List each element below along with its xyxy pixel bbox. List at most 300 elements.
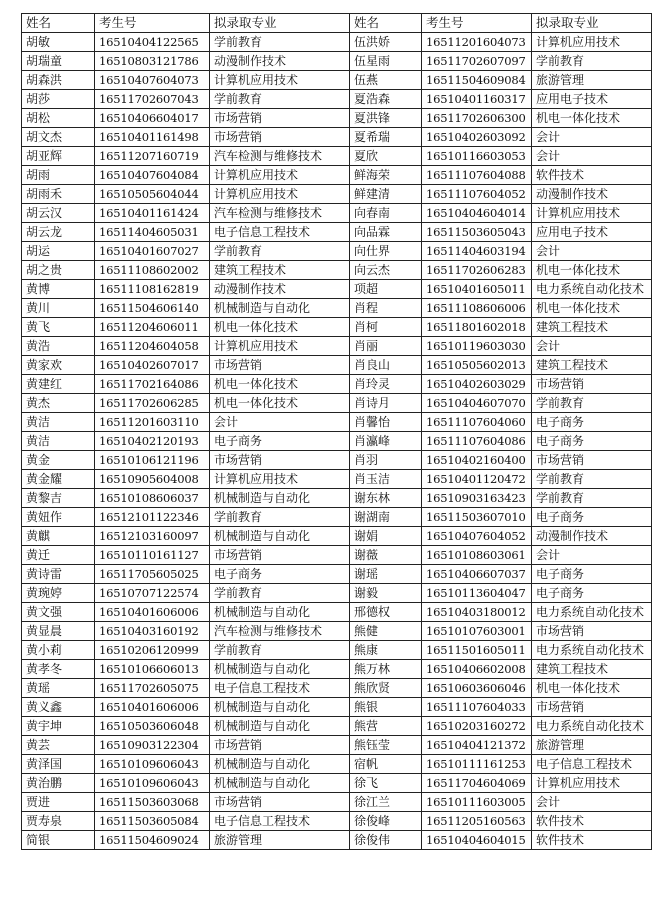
- cell-name-right: 伍星雨: [350, 52, 422, 71]
- cell-exam-id-left: 16510401161498: [95, 128, 210, 147]
- cell-exam-id-left: 16511108162819: [95, 280, 210, 299]
- cell-major-right: 市场营销: [532, 375, 652, 394]
- cell-major-right: 机电一体化技术: [532, 261, 652, 280]
- header-exam-id-left: 考生号: [95, 14, 210, 33]
- cell-name-left: 黄妞作: [22, 508, 95, 527]
- table-row: [22, 698, 652, 717]
- cell-major-left: 机械制造与自动化: [210, 717, 350, 736]
- cell-exam-id-left: 16511504609024: [95, 831, 210, 850]
- cell-name-right: 向仕界: [350, 242, 422, 261]
- cell-name-left: 黄金耀: [22, 470, 95, 489]
- table-row: [22, 489, 652, 508]
- cell-name-right: 肖良山: [350, 356, 422, 375]
- cell-exam-id-right: 16511503605043: [422, 223, 532, 242]
- cell-major-right: 电子商务: [532, 584, 652, 603]
- cell-name-left: 胡敏: [22, 33, 95, 52]
- table-row: [22, 774, 652, 793]
- cell-exam-id-left: 16510505604044: [95, 185, 210, 204]
- cell-exam-id-right: 16510505602013: [422, 356, 532, 375]
- cell-exam-id-right: 16511108606006: [422, 299, 532, 318]
- table-row: [22, 204, 652, 223]
- cell-exam-id-left: 16512101122346: [95, 508, 210, 527]
- cell-major-left: 电子信息工程技术: [210, 223, 350, 242]
- cell-exam-id-right: 16510401605011: [422, 280, 532, 299]
- cell-major-left: 机电一体化技术: [210, 394, 350, 413]
- cell-name-right: 谢湖南: [350, 508, 422, 527]
- cell-major-left: 机电一体化技术: [210, 375, 350, 394]
- cell-exam-id-left: 16511404605031: [95, 223, 210, 242]
- cell-exam-id-left: 16510109606043: [95, 774, 210, 793]
- table-row: [22, 337, 652, 356]
- cell-name-left: 胡文杰: [22, 128, 95, 147]
- cell-exam-id-right: 16511503607010: [422, 508, 532, 527]
- cell-name-right: 熊营: [350, 717, 422, 736]
- cell-name-right: 熊万林: [350, 660, 422, 679]
- cell-major-left: 市场营销: [210, 109, 350, 128]
- cell-exam-id-right: 16510111603005: [422, 793, 532, 812]
- cell-name-right: 熊银: [350, 698, 422, 717]
- cell-exam-id-left: 16510106606013: [95, 660, 210, 679]
- cell-name-right: 徐俊峰: [350, 812, 422, 831]
- cell-major-left: 学前教育: [210, 641, 350, 660]
- cell-major-right: 电子商务: [532, 432, 652, 451]
- cell-exam-id-left: 16510905604008: [95, 470, 210, 489]
- cell-major-right: 会计: [532, 793, 652, 812]
- cell-major-left: 电子商务: [210, 565, 350, 584]
- cell-major-right: 建筑工程技术: [532, 356, 652, 375]
- header-name-left: 姓名: [22, 14, 95, 33]
- cell-exam-id-right: 16510407604052: [422, 527, 532, 546]
- cell-major-right: 会计: [532, 546, 652, 565]
- table-row: [22, 413, 652, 432]
- cell-exam-id-left: 16510402120193: [95, 432, 210, 451]
- cell-exam-id-left: 16511503603068: [95, 793, 210, 812]
- table-row: [22, 356, 652, 375]
- cell-major-left: 计算机应用技术: [210, 185, 350, 204]
- cell-exam-id-right: 16510402160400: [422, 451, 532, 470]
- cell-name-left: 胡莎: [22, 90, 95, 109]
- table-row: [22, 242, 652, 261]
- cell-name-right: 谢薇: [350, 546, 422, 565]
- table-body: [22, 33, 652, 850]
- cell-exam-id-right: 16511501605011: [422, 641, 532, 660]
- cell-name-left: 黄博: [22, 280, 95, 299]
- cell-name-right: 鲜建清: [350, 185, 422, 204]
- cell-major-right: 市场营销: [532, 622, 652, 641]
- cell-major-right: 机电一体化技术: [532, 109, 652, 128]
- cell-major-right: 学前教育: [532, 489, 652, 508]
- cell-name-left: 黄金: [22, 451, 95, 470]
- table-row: [22, 52, 652, 71]
- cell-exam-id-right: 16510401120472: [422, 470, 532, 489]
- cell-name-right: 肖柯: [350, 318, 422, 337]
- cell-major-left: 计算机应用技术: [210, 337, 350, 356]
- cell-name-right: 夏洪锋: [350, 109, 422, 128]
- cell-exam-id-left: 16511204604058: [95, 337, 210, 356]
- cell-name-left: 胡松: [22, 109, 95, 128]
- cell-name-right: 伍燕: [350, 71, 422, 90]
- cell-exam-id-right: 16511704604069: [422, 774, 532, 793]
- table-row: [22, 318, 652, 337]
- cell-name-left: 黄麒: [22, 527, 95, 546]
- cell-name-left: 黄显晨: [22, 622, 95, 641]
- cell-name-right: 鲜海荣: [350, 166, 422, 185]
- cell-name-left: 胡运: [22, 242, 95, 261]
- cell-name-right: 谢娟: [350, 527, 422, 546]
- table-row: [22, 166, 652, 185]
- table-row: [22, 717, 652, 736]
- cell-exam-id-left: 16510401161424: [95, 204, 210, 223]
- table-row: [22, 299, 652, 318]
- cell-exam-id-left: 16511207160719: [95, 147, 210, 166]
- cell-name-right: 邢德权: [350, 603, 422, 622]
- cell-exam-id-right: 16510401160317: [422, 90, 532, 109]
- cell-exam-id-right: 16511801602018: [422, 318, 532, 337]
- cell-major-right: 机电一体化技术: [532, 299, 652, 318]
- table-row: [22, 147, 652, 166]
- cell-major-right: 应用电子技术: [532, 90, 652, 109]
- cell-major-left: 动漫制作技术: [210, 280, 350, 299]
- cell-name-left: 简银: [22, 831, 95, 850]
- cell-name-right: 向春南: [350, 204, 422, 223]
- cell-name-left: 黄琬婷: [22, 584, 95, 603]
- cell-name-left: 黄浩: [22, 337, 95, 356]
- cell-major-left: 电子信息工程技术: [210, 679, 350, 698]
- cell-name-left: 黄建红: [22, 375, 95, 394]
- cell-major-left: 学前教育: [210, 242, 350, 261]
- cell-major-left: 学前教育: [210, 90, 350, 109]
- cell-major-left: 学前教育: [210, 584, 350, 603]
- cell-name-right: 谢瑶: [350, 565, 422, 584]
- cell-major-right: 软件技术: [532, 812, 652, 831]
- cell-exam-id-right: 16510903163423: [422, 489, 532, 508]
- cell-exam-id-right: 16510404607070: [422, 394, 532, 413]
- cell-exam-id-left: 16511702164086: [95, 375, 210, 394]
- cell-name-left: 胡雨: [22, 166, 95, 185]
- cell-major-right: 会计: [532, 147, 652, 166]
- cell-major-right: 机电一体化技术: [532, 679, 652, 698]
- table-row: [22, 508, 652, 527]
- cell-name-left: 黄家欢: [22, 356, 95, 375]
- cell-major-left: 机械制造与自动化: [210, 698, 350, 717]
- cell-exam-id-right: 16510107603001: [422, 622, 532, 641]
- cell-name-left: 胡云汉: [22, 204, 95, 223]
- cell-name-right: 夏希瑞: [350, 128, 422, 147]
- table-row: [22, 470, 652, 489]
- cell-name-right: 徐飞: [350, 774, 422, 793]
- admission-table: [21, 13, 652, 850]
- cell-major-left: 机械制造与自动化: [210, 489, 350, 508]
- cell-exam-id-left: 16511204606011: [95, 318, 210, 337]
- cell-name-right: 肖程: [350, 299, 422, 318]
- cell-exam-id-right: 16510404121372: [422, 736, 532, 755]
- cell-name-right: 肖羽: [350, 451, 422, 470]
- cell-exam-id-left: 16510110161127: [95, 546, 210, 565]
- header-major-right: 拟录取专业: [532, 14, 652, 33]
- cell-exam-id-left: 16510406604017: [95, 109, 210, 128]
- cell-name-right: 肖玲灵: [350, 375, 422, 394]
- cell-exam-id-right: 16510203160272: [422, 717, 532, 736]
- cell-major-left: 机械制造与自动化: [210, 755, 350, 774]
- cell-exam-id-right: 16510404604014: [422, 204, 532, 223]
- cell-name-right: 项超: [350, 280, 422, 299]
- cell-exam-id-right: 16511107604052: [422, 185, 532, 204]
- cell-exam-id-left: 16510403160192: [95, 622, 210, 641]
- cell-exam-id-left: 16510407604084: [95, 166, 210, 185]
- cell-name-left: 黄黎吉: [22, 489, 95, 508]
- cell-name-right: 肖诗月: [350, 394, 422, 413]
- cell-major-right: 旅游管理: [532, 71, 652, 90]
- cell-name-left: 黄迁: [22, 546, 95, 565]
- cell-exam-id-left: 16510707122574: [95, 584, 210, 603]
- table-row: [22, 185, 652, 204]
- cell-exam-id-right: 16510403180012: [422, 603, 532, 622]
- cell-exam-id-left: 16510108606037: [95, 489, 210, 508]
- table-row: [22, 223, 652, 242]
- cell-exam-id-left: 16511702606285: [95, 394, 210, 413]
- cell-name-right: 徐俊伟: [350, 831, 422, 850]
- cell-major-left: 电子信息工程技术: [210, 812, 350, 831]
- cell-major-left: 机械制造与自动化: [210, 299, 350, 318]
- cell-name-left: 黄瑶: [22, 679, 95, 698]
- cell-name-right: 伍洪娇: [350, 33, 422, 52]
- cell-name-left: 黄文强: [22, 603, 95, 622]
- cell-name-right: 熊健: [350, 622, 422, 641]
- cell-major-right: 计算机应用技术: [532, 774, 652, 793]
- cell-exam-id-right: 16510603606046: [422, 679, 532, 698]
- cell-major-right: 计算机应用技术: [532, 33, 652, 52]
- cell-exam-id-left: 16511201603110: [95, 413, 210, 432]
- table-row: [22, 280, 652, 299]
- cell-exam-id-right: 16510119603030: [422, 337, 532, 356]
- cell-name-left: 黄泽国: [22, 755, 95, 774]
- cell-exam-id-left: 16511702607043: [95, 90, 210, 109]
- cell-major-left: 计算机应用技术: [210, 71, 350, 90]
- cell-major-right: 会计: [532, 337, 652, 356]
- cell-major-right: 会计: [532, 128, 652, 147]
- table-row: [22, 71, 652, 90]
- cell-name-left: 黄杰: [22, 394, 95, 413]
- cell-exam-id-left: 16510407604073: [95, 71, 210, 90]
- cell-exam-id-left: 16510903122304: [95, 736, 210, 755]
- cell-exam-id-right: 16510113604047: [422, 584, 532, 603]
- cell-exam-id-right: 16510404604015: [422, 831, 532, 850]
- cell-major-right: 旅游管理: [532, 736, 652, 755]
- table-row: [22, 793, 652, 812]
- cell-exam-id-left: 16510503606048: [95, 717, 210, 736]
- cell-exam-id-right: 16511107604033: [422, 698, 532, 717]
- cell-exam-id-right: 16510116603053: [422, 147, 532, 166]
- table-row: [22, 565, 652, 584]
- cell-name-left: 黄孝冬: [22, 660, 95, 679]
- cell-name-right: 肖玉洁: [350, 470, 422, 489]
- cell-exam-id-left: 16511504606140: [95, 299, 210, 318]
- cell-major-left: 机械制造与自动化: [210, 774, 350, 793]
- cell-major-right: 电力系统自动化技术: [532, 641, 652, 660]
- cell-name-left: 胡雨禾: [22, 185, 95, 204]
- cell-major-left: 会计: [210, 413, 350, 432]
- table-row: [22, 812, 652, 831]
- cell-name-left: 黄诗雷: [22, 565, 95, 584]
- cell-major-left: 机电一体化技术: [210, 318, 350, 337]
- table-row: [22, 90, 652, 109]
- cell-major-right: 应用电子技术: [532, 223, 652, 242]
- header-name-right: 姓名: [350, 14, 422, 33]
- cell-major-left: 市场营销: [210, 356, 350, 375]
- table-row: [22, 679, 652, 698]
- cell-exam-id-left: 16510803121786: [95, 52, 210, 71]
- cell-major-right: 计算机应用技术: [532, 204, 652, 223]
- table-row: [22, 546, 652, 565]
- cell-name-left: 黄宇坤: [22, 717, 95, 736]
- cell-major-right: 学前教育: [532, 470, 652, 489]
- cell-name-right: 向品霖: [350, 223, 422, 242]
- cell-name-left: 贾寿泉: [22, 812, 95, 831]
- cell-major-right: 动漫制作技术: [532, 527, 652, 546]
- cell-major-right: 市场营销: [532, 451, 652, 470]
- cell-major-left: 动漫制作技术: [210, 52, 350, 71]
- cell-name-left: 胡森洪: [22, 71, 95, 90]
- cell-name-left: 胡瑞童: [22, 52, 95, 71]
- cell-major-right: 动漫制作技术: [532, 185, 652, 204]
- cell-exam-id-right: 16511205160563: [422, 812, 532, 831]
- cell-exam-id-left: 16510206120999: [95, 641, 210, 660]
- cell-major-right: 建筑工程技术: [532, 660, 652, 679]
- cell-major-right: 学前教育: [532, 394, 652, 413]
- table-row: [22, 33, 652, 52]
- cell-major-right: 电子商务: [532, 413, 652, 432]
- cell-name-right: 谢东林: [350, 489, 422, 508]
- cell-name-left: 贾进: [22, 793, 95, 812]
- cell-name-right: 熊欣贤: [350, 679, 422, 698]
- cell-exam-id-right: 16511107604088: [422, 166, 532, 185]
- table-row: [22, 603, 652, 622]
- cell-major-left: 市场营销: [210, 736, 350, 755]
- cell-exam-id-right: 16510406607037: [422, 565, 532, 584]
- cell-name-right: 熊康: [350, 641, 422, 660]
- cell-name-left: 黄小莉: [22, 641, 95, 660]
- table-row: [22, 831, 652, 850]
- cell-major-left: 市场营销: [210, 546, 350, 565]
- table-row: [22, 394, 652, 413]
- cell-name-right: 熊钰莹: [350, 736, 422, 755]
- cell-major-right: 电力系统自动化技术: [532, 603, 652, 622]
- cell-name-left: 胡云龙: [22, 223, 95, 242]
- cell-exam-id-right: 16511702606283: [422, 261, 532, 280]
- cell-exam-id-right: 16511702606300: [422, 109, 532, 128]
- cell-exam-id-right: 16510406602008: [422, 660, 532, 679]
- table-row: [22, 261, 652, 280]
- cell-major-left: 计算机应用技术: [210, 166, 350, 185]
- cell-major-left: 机械制造与自动化: [210, 527, 350, 546]
- cell-major-left: 机械制造与自动化: [210, 660, 350, 679]
- cell-exam-id-right: 16510108603061: [422, 546, 532, 565]
- cell-exam-id-left: 16511705605025: [95, 565, 210, 584]
- cell-major-right: 市场营销: [532, 698, 652, 717]
- cell-major-right: 学前教育: [532, 52, 652, 71]
- cell-exam-id-right: 16511504609084: [422, 71, 532, 90]
- cell-name-right: 宿帆: [350, 755, 422, 774]
- cell-major-right: 软件技术: [532, 166, 652, 185]
- cell-exam-id-left: 16510402607017: [95, 356, 210, 375]
- cell-name-left: 黄洁: [22, 413, 95, 432]
- cell-exam-id-right: 16510402603092: [422, 128, 532, 147]
- cell-name-left: 黄飞: [22, 318, 95, 337]
- cell-name-right: 肖丽: [350, 337, 422, 356]
- admission-document: [21, 13, 651, 850]
- cell-major-right: 电子商务: [532, 508, 652, 527]
- cell-name-left: 胡之贵: [22, 261, 95, 280]
- cell-major-left: 汽车检测与维修技术: [210, 622, 350, 641]
- cell-name-left: 黄川: [22, 299, 95, 318]
- cell-name-right: 谢毅: [350, 584, 422, 603]
- cell-exam-id-right: 16511702607097: [422, 52, 532, 71]
- cell-name-right: 肖瀛峰: [350, 432, 422, 451]
- cell-major-left: 机械制造与自动化: [210, 603, 350, 622]
- cell-exam-id-left: 16510404122565: [95, 33, 210, 52]
- cell-name-left: 黄治鹏: [22, 774, 95, 793]
- table-row: [22, 736, 652, 755]
- cell-exam-id-right: 16511201604073: [422, 33, 532, 52]
- cell-exam-id-right: 16510111161253: [422, 755, 532, 774]
- cell-exam-id-left: 16510106121196: [95, 451, 210, 470]
- cell-major-left: 学前教育: [210, 508, 350, 527]
- cell-name-right: 肖馨怡: [350, 413, 422, 432]
- cell-major-right: 软件技术: [532, 831, 652, 850]
- cell-name-left: 黄义鑫: [22, 698, 95, 717]
- cell-exam-id-right: 16511107604086: [422, 432, 532, 451]
- cell-major-right: 电子商务: [532, 565, 652, 584]
- cell-major-left: 汽车检测与维修技术: [210, 204, 350, 223]
- cell-exam-id-left: 16511108602002: [95, 261, 210, 280]
- cell-exam-id-right: 16511107604060: [422, 413, 532, 432]
- cell-exam-id-left: 16511702605075: [95, 679, 210, 698]
- table-row: [22, 527, 652, 546]
- cell-name-left: 黄洁: [22, 432, 95, 451]
- cell-major-left: 计算机应用技术: [210, 470, 350, 489]
- cell-major-left: 旅游管理: [210, 831, 350, 850]
- cell-exam-id-left: 16511503605084: [95, 812, 210, 831]
- cell-major-left: 市场营销: [210, 451, 350, 470]
- cell-exam-id-left: 16510401606006: [95, 698, 210, 717]
- cell-major-left: 市场营销: [210, 128, 350, 147]
- cell-exam-id-right: 16511404603194: [422, 242, 532, 261]
- table-row: [22, 660, 652, 679]
- cell-exam-id-left: 16512103160097: [95, 527, 210, 546]
- cell-major-right: 建筑工程技术: [532, 318, 652, 337]
- table-row: [22, 584, 652, 603]
- header-exam-id-right: 考生号: [422, 14, 532, 33]
- table-row: [22, 451, 652, 470]
- table-row: [22, 128, 652, 147]
- cell-major-left: 学前教育: [210, 33, 350, 52]
- cell-name-right: 徐江兰: [350, 793, 422, 812]
- table-header-row: [22, 14, 652, 33]
- cell-major-right: 电子信息工程技术: [532, 755, 652, 774]
- table-row: [22, 755, 652, 774]
- cell-exam-id-right: 16510402603029: [422, 375, 532, 394]
- cell-name-right: 夏欣: [350, 147, 422, 166]
- table-row: [22, 641, 652, 660]
- cell-major-right: 会计: [532, 242, 652, 261]
- table-row: [22, 109, 652, 128]
- table-row: [22, 622, 652, 641]
- cell-major-left: 汽车检测与维修技术: [210, 147, 350, 166]
- table-row: [22, 432, 652, 451]
- cell-exam-id-left: 16510401606006: [95, 603, 210, 622]
- cell-name-right: 夏浩森: [350, 90, 422, 109]
- cell-major-left: 市场营销: [210, 793, 350, 812]
